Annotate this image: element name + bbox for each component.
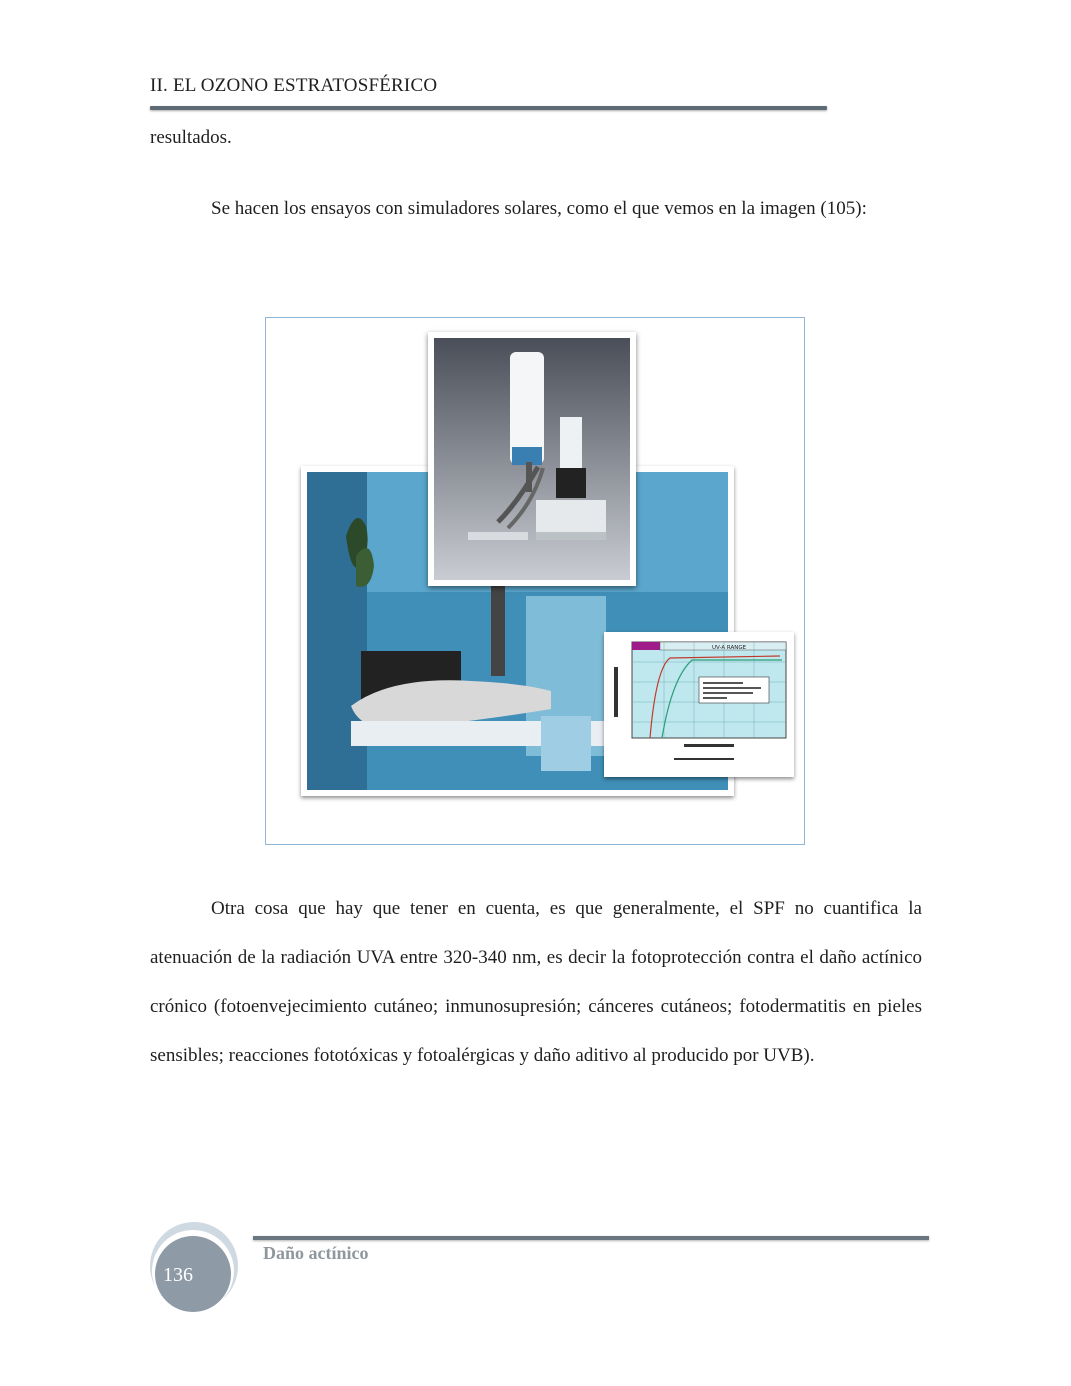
page-number: 136 xyxy=(163,1264,193,1286)
spectral-output-chart xyxy=(604,632,794,777)
paragraph-intro-figure: Se hacen los ensayos con simuladores solares, como el que vemos en la imagen (105): xyxy=(211,198,867,219)
footer-section-title: Daño actínico xyxy=(263,1243,369,1263)
running-header: II. EL OZONO ESTRATOSFÉRICO xyxy=(150,75,438,96)
footer-divider xyxy=(253,1236,929,1240)
simulator-device-photo xyxy=(428,332,636,586)
header-divider xyxy=(150,106,827,110)
paragraph-spf-uva: Otra cosa que hay que tener en cuenta, es que generalmente, el SPF no cuantifica la atenuación de la radiación UVA entre 320-340 nm, es decir la fotoprotección contra el daño actínico crónico (fotoenvejecimiento cutáneo; inmunosupresión; cánceres cutáneos; fotodermatitis en pieles sensibles; reacciones fototóxicas y fotoalérgicas y daño aditivo al producido por UVB). xyxy=(150,898,922,1066)
figure-solar-simulator xyxy=(265,317,805,845)
paragraph-continuation: resultados. xyxy=(150,127,232,148)
chart-band-label: UV-A RANGE xyxy=(712,645,747,651)
